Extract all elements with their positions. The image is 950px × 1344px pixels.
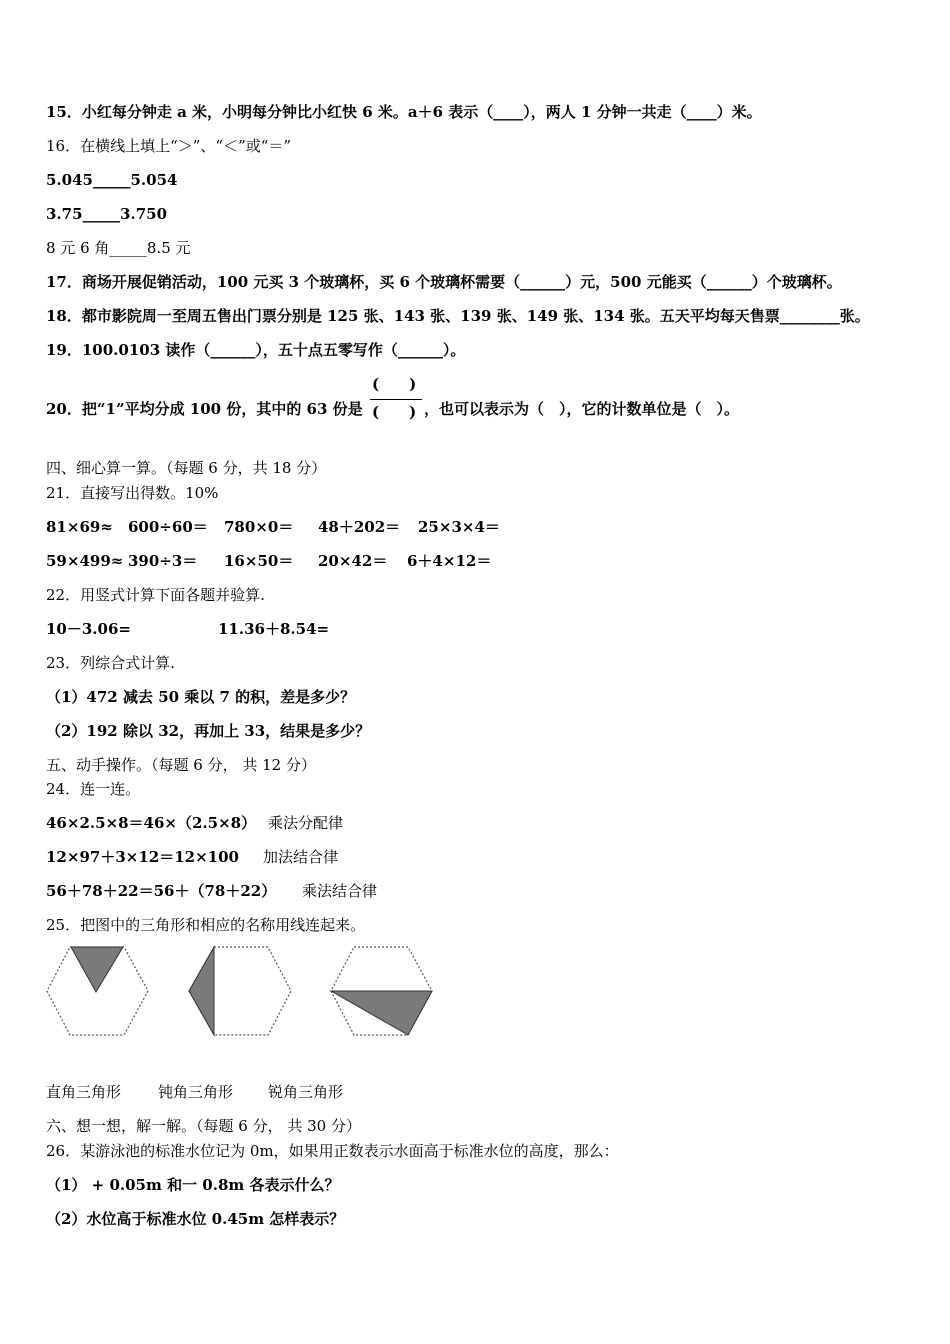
shaded-triangle bbox=[189, 947, 214, 1035]
question-16-item: 8 元 6 角_____8.5 元 bbox=[46, 239, 191, 257]
fraction-bar bbox=[370, 399, 422, 400]
question-21-prompt: 21．直接写出得数。10% bbox=[46, 484, 219, 502]
question-17: 17．商场开展促销活动，100 元买 3 个玻璃杯，买 6 个玻璃杯需要（______）元，500 元能买（______）个玻璃杯。 bbox=[46, 273, 842, 291]
question-22-items bbox=[46, 619, 329, 639]
question-26-prompt: 26．某游泳池的标准水位记为 0m，如果用正数表示水面高于标准水位的高度，那么： bbox=[46, 1142, 619, 1160]
question-25-prompt: 25．把图中的三角形和相应的名称用线连起来。 bbox=[46, 916, 366, 934]
calc-item: 780×0＝ bbox=[224, 518, 294, 536]
question-16-item: 5.045_____5.054 bbox=[46, 171, 178, 189]
fraction-denominator: ( ) bbox=[372, 403, 417, 421]
calc-item: 6＋4×12＝ bbox=[407, 552, 492, 570]
fraction-numerator: ( ) bbox=[372, 375, 417, 393]
triangle-label: 直角三角形 bbox=[46, 1083, 122, 1101]
calc-item: 16×50＝ bbox=[224, 552, 294, 570]
question-16-item: 3.75_____3.750 bbox=[46, 205, 168, 223]
section-5-heading: 五、动手操作。（每题 6 分， 共 12 分） bbox=[46, 756, 316, 774]
question-23-prompt: 23．列综合式计算. bbox=[46, 654, 175, 672]
calc-item: 11.36＋8.54= bbox=[218, 620, 330, 638]
section-6-heading: 六、想一想，解一解。（每题 6 分， 共 30 分） bbox=[46, 1117, 361, 1135]
match-left-item: 56＋78＋22＝56＋（78＋22） bbox=[46, 882, 277, 900]
hexagon-figure-1 bbox=[44, 944, 152, 1039]
section-4-heading: 四、细心算一算。（每题 6 分，共 18 分） bbox=[46, 459, 327, 477]
question-20-before: 20．把“1”平均分成 100 份，其中的 63 份是 bbox=[46, 400, 363, 418]
question-19: 19．100.0103 读作（______），五十点五零写作（______）。 bbox=[46, 341, 466, 359]
question-24-prompt: 24．连一连。 bbox=[46, 780, 141, 798]
match-right-item: 加法结合律 bbox=[263, 848, 339, 866]
shaded-triangle bbox=[71, 947, 123, 992]
match-left-item: 12×97＋3×12＝12×100 bbox=[46, 848, 239, 866]
question-18: 18．都市影院周一至周五售出门票分别是 125 张、143 张、139 张、149 张、134 张。五天平均每天售票________张。 bbox=[46, 307, 870, 325]
hexagon-figure-3 bbox=[328, 944, 436, 1039]
question-26-item: （2）水位高于标准水位 0.45m 怎样表示？ bbox=[46, 1210, 345, 1228]
calc-item: 25×3×4＝ bbox=[418, 518, 500, 536]
question-21-row bbox=[46, 517, 500, 537]
calc-item: 48＋202＝ bbox=[318, 518, 401, 536]
calc-item: 390÷3＝ bbox=[128, 552, 198, 570]
hexagon-figure-2 bbox=[186, 944, 294, 1039]
calc-item: 10－3.06= bbox=[46, 620, 131, 638]
calc-item: 59×499≈ bbox=[46, 552, 124, 570]
triangle-label: 锐角三角形 bbox=[268, 1083, 344, 1101]
question-15: 15．小红每分钟走 a 米，小明每分钟比小红快 6 米。a＋6 表示（____），两人 1 分钟一共走（____）米。 bbox=[46, 103, 762, 121]
shaded-triangle bbox=[331, 991, 432, 1035]
question-23-item: （1）472 减去 50 乘以 7 的积，差是多少？ bbox=[46, 688, 356, 706]
question-26-item: （1） + 0.05m 和一 0.8m 各表示什么？ bbox=[46, 1176, 340, 1194]
question-16-prompt: 16．在横线上填上“＞”、“＜”或“＝” bbox=[46, 137, 292, 155]
question-23-item: （2）192 除以 32，再加上 33，结果是多少？ bbox=[46, 722, 371, 740]
match-right-item: 乘法结合律 bbox=[302, 882, 378, 900]
question-25-labels bbox=[46, 1082, 343, 1102]
calc-item: 20×42＝ bbox=[318, 552, 388, 570]
question-22-prompt: 22．用竖式计算下面各题并验算. bbox=[46, 586, 265, 604]
triangle-label: 钝角三角形 bbox=[158, 1083, 234, 1101]
calc-item: 600÷60＝ bbox=[128, 518, 208, 536]
question-21-row bbox=[46, 551, 491, 571]
question-20-after: ，也可以表示为（ ），它的计数单位是（ ）。 bbox=[424, 400, 740, 418]
match-left-item: 46×2.5×8＝46×（2.5×8） bbox=[46, 814, 257, 832]
match-right-item: 乘法分配律 bbox=[268, 814, 344, 832]
calc-item: 81×69≈ bbox=[46, 518, 113, 536]
